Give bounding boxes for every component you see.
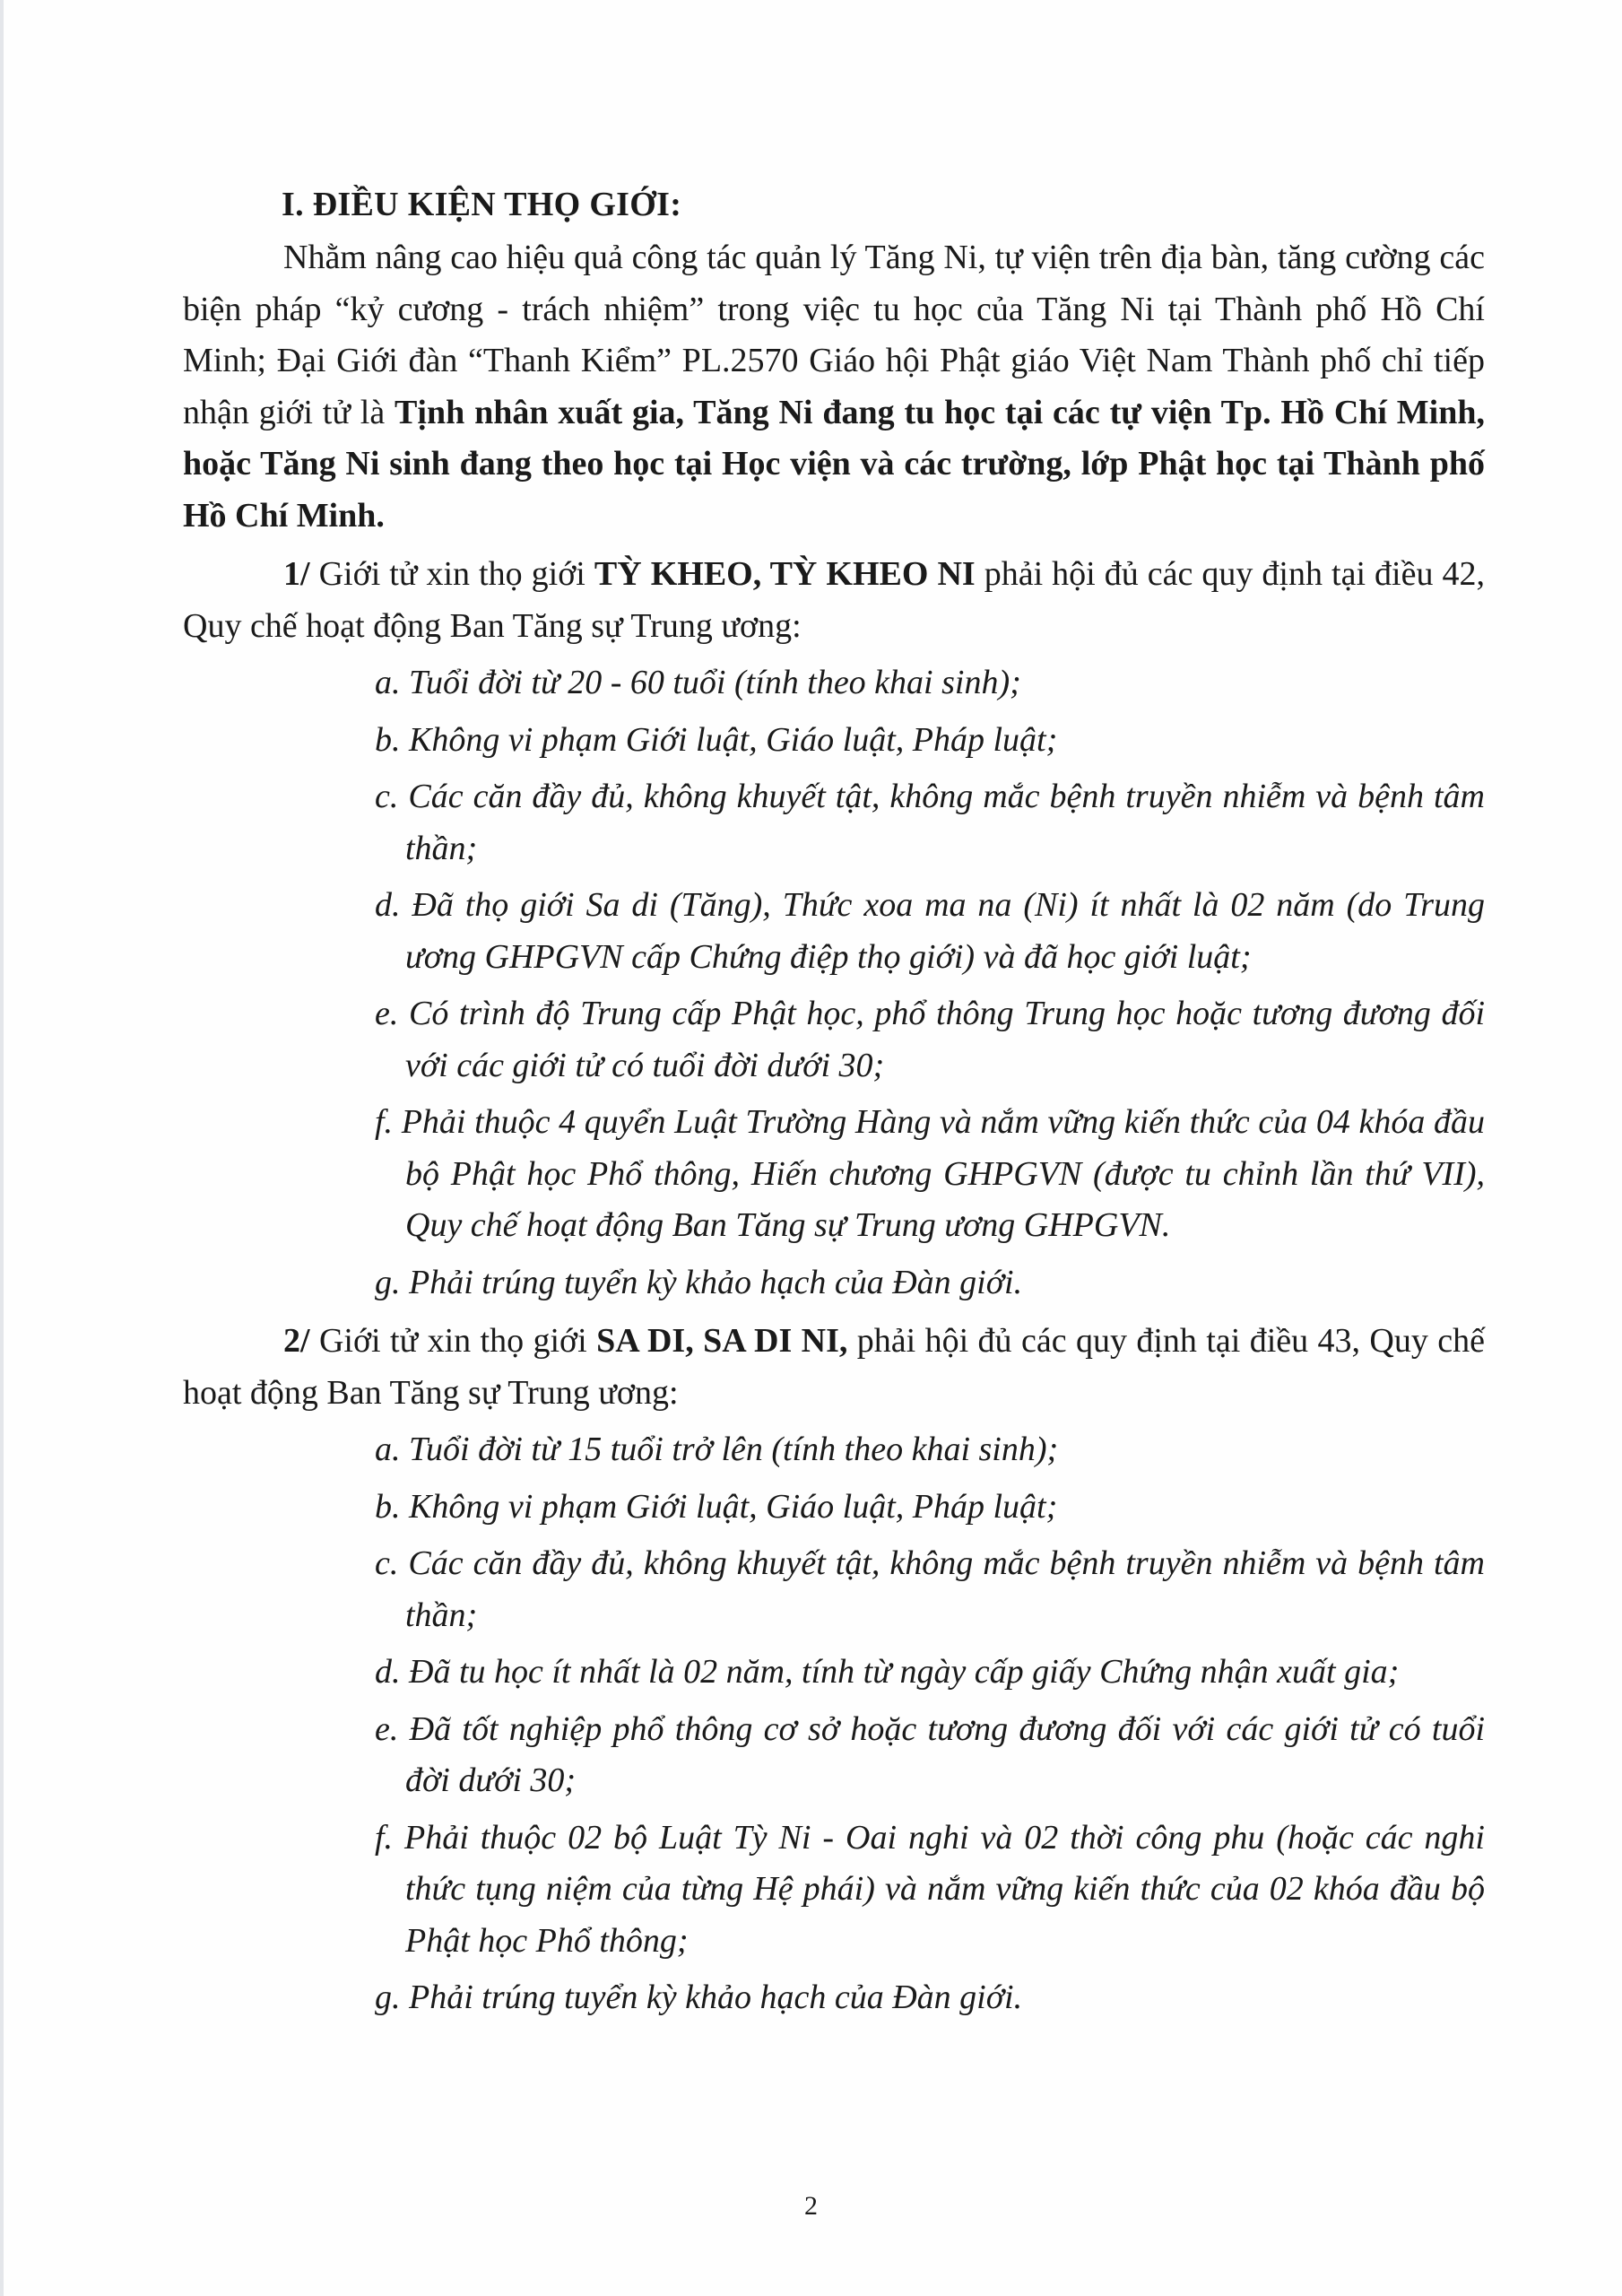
item-text: Phải trúng tuyển kỳ khảo hạch của Đàn giới. bbox=[409, 1263, 1023, 1301]
item-label: b. bbox=[375, 720, 401, 759]
section-heading: I. ĐIỀU KIỆN THỌ GIỚI: bbox=[282, 186, 682, 223]
list-item bbox=[375, 1647, 1485, 1699]
item-label: f. bbox=[375, 1818, 394, 1857]
item-text: Phải trúng tuyển kỳ khảo hạch của Đàn giới. bbox=[409, 1979, 1023, 2016]
item-text: Có trình độ Trung cấp Phật học, phổ thông Trung học hoặc tương đương đối với các giới tử có tuổi đời dưới 30; bbox=[405, 995, 1485, 1084]
item-label: d. bbox=[375, 886, 401, 924]
item-text: Phải thuộc 4 quyển Luật Trường Hàng và nắm vững kiến thức của 04 khóa đầu bộ Phật học Phổ thông, Hiến chương GHPGVN (được tu chỉnh lần thứ VII), Quy chế hoạt động Ban Tăng sự Trung ương GHPGVN. bbox=[401, 1103, 1485, 1244]
item-text: Không vi phạm Giới luật, Giáo luật, Pháp luật; bbox=[409, 1487, 1058, 1526]
item-text: Tuổi đời từ 15 tuổi trở lên (tính theo khai sinh); bbox=[409, 1431, 1059, 1468]
item-text: Không vi phạm Giới luật, Giáo luật, Pháp luật; bbox=[409, 720, 1058, 759]
list-item bbox=[375, 1424, 1485, 1476]
list-item bbox=[375, 1257, 1485, 1309]
item-text: Đã tu học ít nhất là 02 năm, tính từ ngày cấp giấy Chứng nhận xuất gia; bbox=[409, 1653, 1400, 1691]
item-text: Phải thuộc 02 bộ Luật Tỳ Ni - Oai nghi và 02 thời công phu (hoặc các nghi thức tụng niệm của từng Hệ phái) và nắm vững kiến thức của 02 khóa đầu bộ Phật học Phổ thông; bbox=[404, 1818, 1485, 1960]
list-item bbox=[375, 988, 1485, 1091]
item-label: c. bbox=[375, 1544, 399, 1582]
item-label: e. bbox=[375, 1709, 399, 1748]
item-label: f. bbox=[375, 1103, 394, 1141]
item-label: d. bbox=[375, 1653, 401, 1691]
list-item bbox=[375, 715, 1485, 767]
intro-paragraph bbox=[183, 232, 1485, 542]
group-1-items bbox=[375, 657, 1485, 1309]
page-number: 2 bbox=[804, 2191, 818, 2221]
item-text: Tuổi đời từ 20 - 60 tuổi (tính theo khai sinh); bbox=[409, 664, 1021, 701]
list-item bbox=[375, 771, 1485, 874]
item-label: b. bbox=[375, 1487, 401, 1526]
item-label: g. bbox=[375, 1979, 401, 2016]
item-label: a. bbox=[375, 664, 401, 701]
item-label: c. bbox=[375, 778, 399, 815]
list-item bbox=[375, 1538, 1485, 1641]
intro-text-bold: Tịnh nhân xuất gia, Tăng Ni đang tu học tại các tự viện Tp. Hồ Chí Minh, hoặc Tăng Ni sinh đang theo học tại Học viện và các trường, lớp Phật học tại Thành phố Hồ Chí Minh. bbox=[183, 393, 1485, 535]
item-label: g. bbox=[375, 1263, 401, 1301]
item-label: a. bbox=[375, 1431, 401, 1468]
group-2-lead bbox=[183, 1316, 1485, 1419]
scan-edge bbox=[0, 0, 4, 2296]
group-1-lead bbox=[183, 549, 1485, 652]
item-text: Các căn đầy đủ, không khuyết tật, không mắc bệnh truyền nhiễm và bệnh tâm thần; bbox=[405, 1544, 1485, 1634]
group-2-number: 2/ bbox=[283, 1322, 310, 1360]
list-item bbox=[375, 1813, 1485, 1968]
list-item bbox=[375, 1704, 1485, 1807]
group-2-lead-bold: SA DI, SA DI NI, bbox=[596, 1322, 848, 1360]
item-text: Đã tốt nghiệp phổ thông cơ sở hoặc tương đương đối với các giới tử có tuổi đời dưới 30; bbox=[405, 1709, 1485, 1799]
group-1-number: 1/ bbox=[283, 555, 310, 593]
group-1-lead-after: phải hội đủ các quy định tại điều 42, Quy chế hoạt động Ban Tăng sự Trung ương: bbox=[183, 555, 1485, 645]
item-text: Các căn đầy đủ, không khuyết tật, không mắc bệnh truyền nhiễm và bệnh tâm thần; bbox=[405, 778, 1485, 867]
item-label: e. bbox=[375, 995, 399, 1032]
list-item bbox=[375, 1972, 1485, 2024]
list-item bbox=[375, 1482, 1485, 1534]
group-1-lead-before: Giới tử xin thọ giới bbox=[309, 555, 594, 593]
list-item bbox=[375, 1097, 1485, 1252]
item-text: Đã thọ giới Sa di (Tăng), Thức xoa ma na (Ni) ít nhất là 02 năm (do Trung ương GHPGVN cấp Chứng điệp thọ giới) và đã học giới luật; bbox=[405, 886, 1486, 976]
group-2-lead-before: Giới tử xin thọ giới bbox=[309, 1322, 597, 1360]
group-1-lead-bold: TỲ KHEO, TỲ KHEO NI bbox=[594, 555, 976, 593]
document-body bbox=[183, 182, 1485, 2030]
intro-text: Nhằm nâng cao hiệu quả công tác quản lý Tăng Ni, tự viện trên địa bàn, tăng cường các biện pháp “kỷ cương - trách nhiệm” trong việc tu học của Tăng Ni tại Thành phố Hồ Chí Minh; Đại Giới đàn “Thanh Kiểm” PL.2570 Giáo hội Phật giáo Việt Nam Thành phố chỉ tiếp nhận giới tử là bbox=[183, 239, 1485, 431]
group-2-lead-after: phải hội đủ các quy định tại điều 43, Quy chế hoạt động Ban Tăng sự Trung ương: bbox=[183, 1322, 1486, 1412]
group-2-items bbox=[375, 1424, 1485, 2024]
list-item bbox=[375, 657, 1485, 709]
list-item bbox=[375, 880, 1485, 983]
